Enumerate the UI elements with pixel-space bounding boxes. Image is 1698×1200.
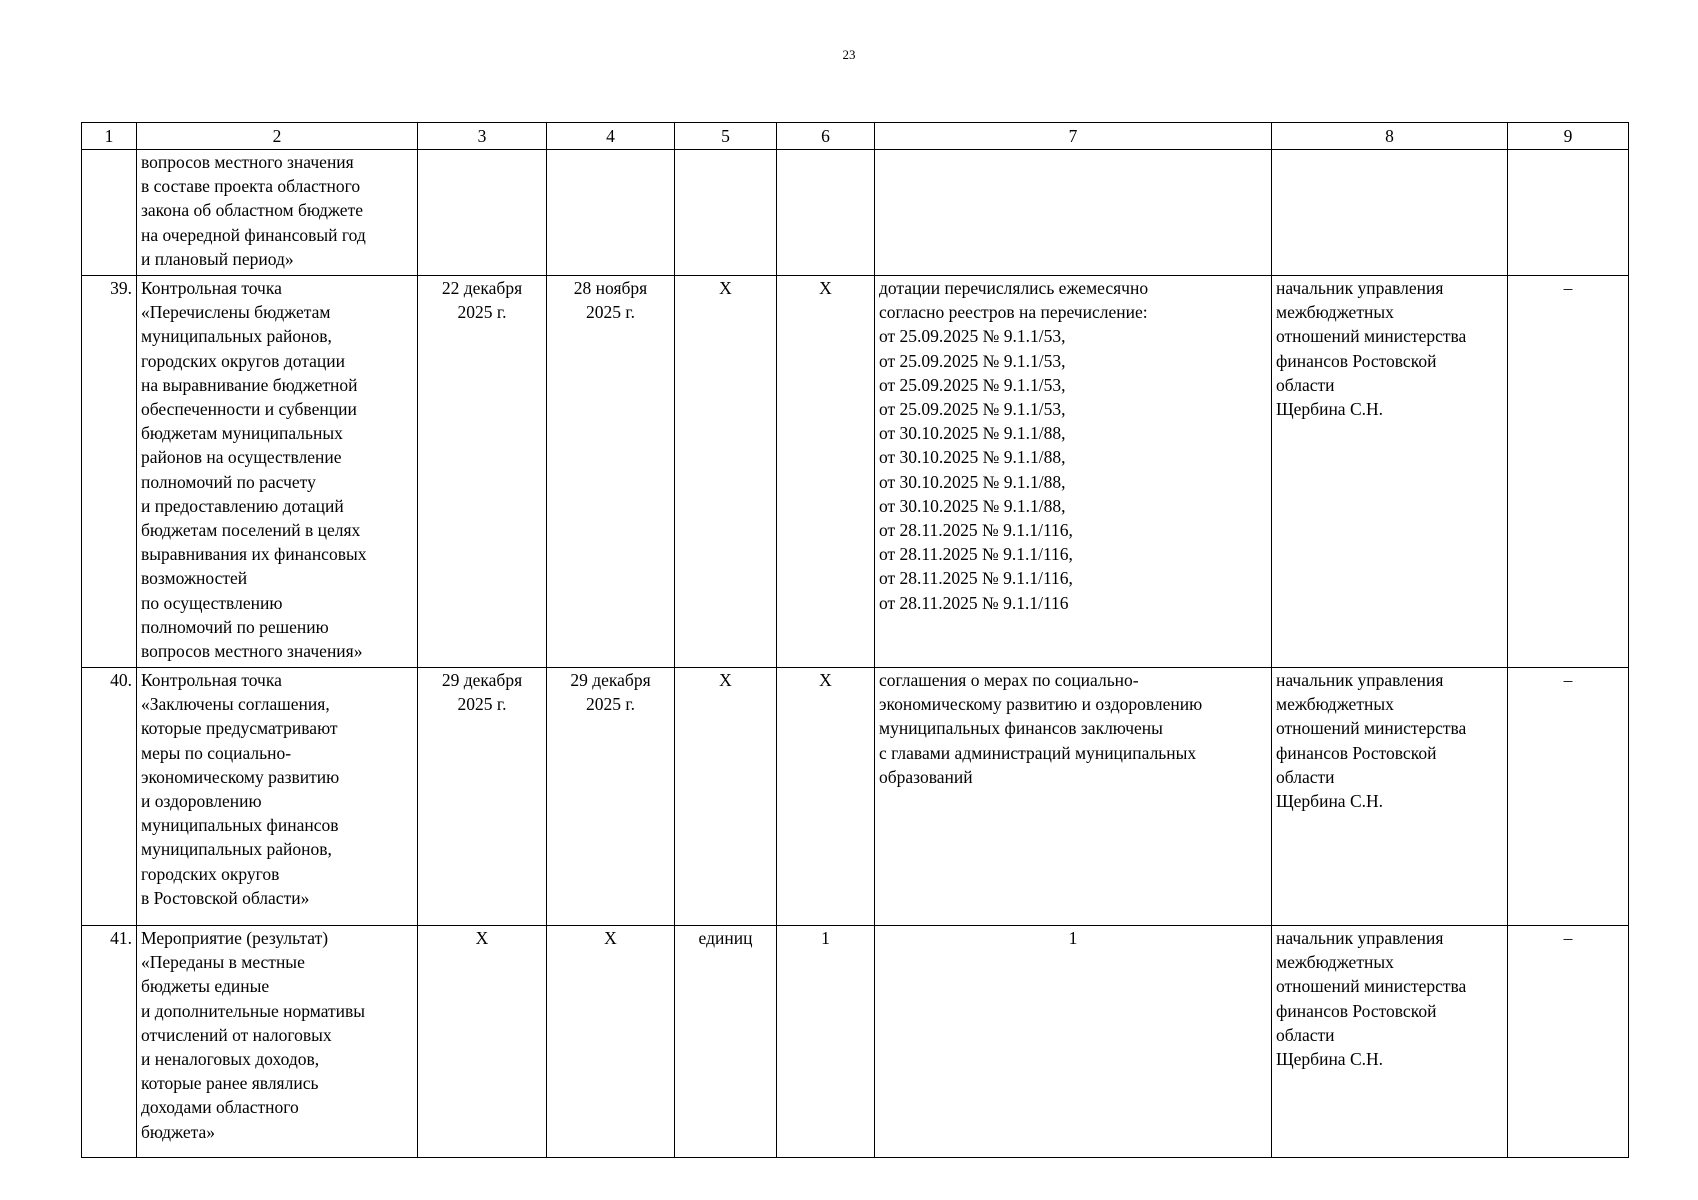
cell-num <box>82 150 137 276</box>
cell-description: Контрольная точка «Перечислены бюджетам муниципальных районов, городских округов дотации на выравнивание бюджетной обеспеченности и субвенции бюджетам муниципальных районов на осуществление полномочий по расчету и предоставлению дотаций бюджетам поселений в целях выравнивания их финансовых возможностей по осуществлению полномочий по решению вопросов местного значения» <box>137 276 418 668</box>
cell-col3 <box>418 150 547 276</box>
cell-value: X <box>777 276 875 668</box>
table-row <box>82 926 1629 1158</box>
header-col-9: 9 <box>1508 123 1629 150</box>
cell-value: 1 <box>777 926 875 1158</box>
cell-unit: X <box>675 668 777 926</box>
report-table <box>81 122 1629 1158</box>
table-row <box>82 668 1629 926</box>
cell-actual-date: X <box>547 926 675 1158</box>
cell-result: дотации перечислялись ежемесячно согласно реестров на перечисление: от 25.09.2025 № 9.1.1/53, от 25.09.2025 № 9.1.1/53, от 25.09.2025 № 9.1.1/53, от 25.09.2025 № 9.1.1/53, от 30.10.2025 № 9.1.1/88, от 30.10.2025 № 9.1.1/88, от 30.10.2025 № 9.1.1/88, от 30.10.2025 № 9.1.1/88, от 28.11.2025 № 9.1.1/116, от 28.11.2025 № 9.1.1/116, от 28.11.2025 № 9.1.1/116, от 28.11.2025 № 9.1.1/116 <box>875 276 1272 668</box>
cell-col7 <box>875 150 1272 276</box>
header-col-5: 5 <box>675 123 777 150</box>
header-col-1: 1 <box>82 123 137 150</box>
continuation-row <box>82 150 1629 276</box>
cell-note: – <box>1508 668 1629 926</box>
header-row <box>82 123 1629 150</box>
cell-note: – <box>1508 276 1629 668</box>
header-col-6: 6 <box>777 123 875 150</box>
cell-responsible: начальник управления межбюджетных отношений министерства финансов Ростовской области Щербина С.Н. <box>1272 926 1508 1158</box>
cell-col8 <box>1272 150 1508 276</box>
cell-planned-date: 29 декабря 2025 г. <box>418 668 547 926</box>
page-number: 23 <box>842 47 856 62</box>
cell-responsible: начальник управления межбюджетных отношений министерства финансов Ростовской области Щербина С.Н. <box>1272 668 1508 926</box>
cell-col4 <box>547 150 675 276</box>
cell-unit: X <box>675 276 777 668</box>
table-row <box>82 276 1629 668</box>
header-col-2: 2 <box>137 123 418 150</box>
cell-description: Мероприятие (результат) «Переданы в местные бюджеты единые и дополнительные нормативы отчислений от налоговых и неналоговых доходов, которые ранее являлись доходами областного бюджета» <box>137 926 418 1158</box>
cell-description: Контрольная точка «Заключены соглашения, которые предусматривают меры по социально- экономическому развитию и оздоровлению муниципальных финансов муниципальных районов, городских округов в Ростовской области» <box>137 668 418 926</box>
cell-num: 39. <box>82 276 137 668</box>
cell-result: соглашения о мерах по социально- экономическому развитию и оздоровлению муниципальных финансов заключены с главами администраций муниципальных образований <box>875 668 1272 926</box>
cell-responsible: начальник управления межбюджетных отношений министерства финансов Ростовской области Щербина С.Н. <box>1272 276 1508 668</box>
cell-actual-date: 28 ноября 2025 г. <box>547 276 675 668</box>
header-col-3: 3 <box>418 123 547 150</box>
header-col-8: 8 <box>1272 123 1508 150</box>
cell-col9 <box>1508 150 1629 276</box>
cell-result: 1 <box>875 926 1272 1158</box>
cell-planned-date: 22 декабря 2025 г. <box>418 276 547 668</box>
cell-description: вопросов местного значения в составе проекта областного закона об областном бюджете на очередной финансовый год и плановый период» <box>137 150 418 276</box>
cell-value: X <box>777 668 875 926</box>
cell-num: 40. <box>82 668 137 926</box>
cell-actual-date: 29 декабря 2025 г. <box>547 668 675 926</box>
cell-planned-date: X <box>418 926 547 1158</box>
header-col-4: 4 <box>547 123 675 150</box>
cell-col6 <box>777 150 875 276</box>
cell-note: – <box>1508 926 1629 1158</box>
cell-unit: единиц <box>675 926 777 1158</box>
header-col-7: 7 <box>875 123 1272 150</box>
cell-col5 <box>675 150 777 276</box>
cell-num: 41. <box>82 926 137 1158</box>
